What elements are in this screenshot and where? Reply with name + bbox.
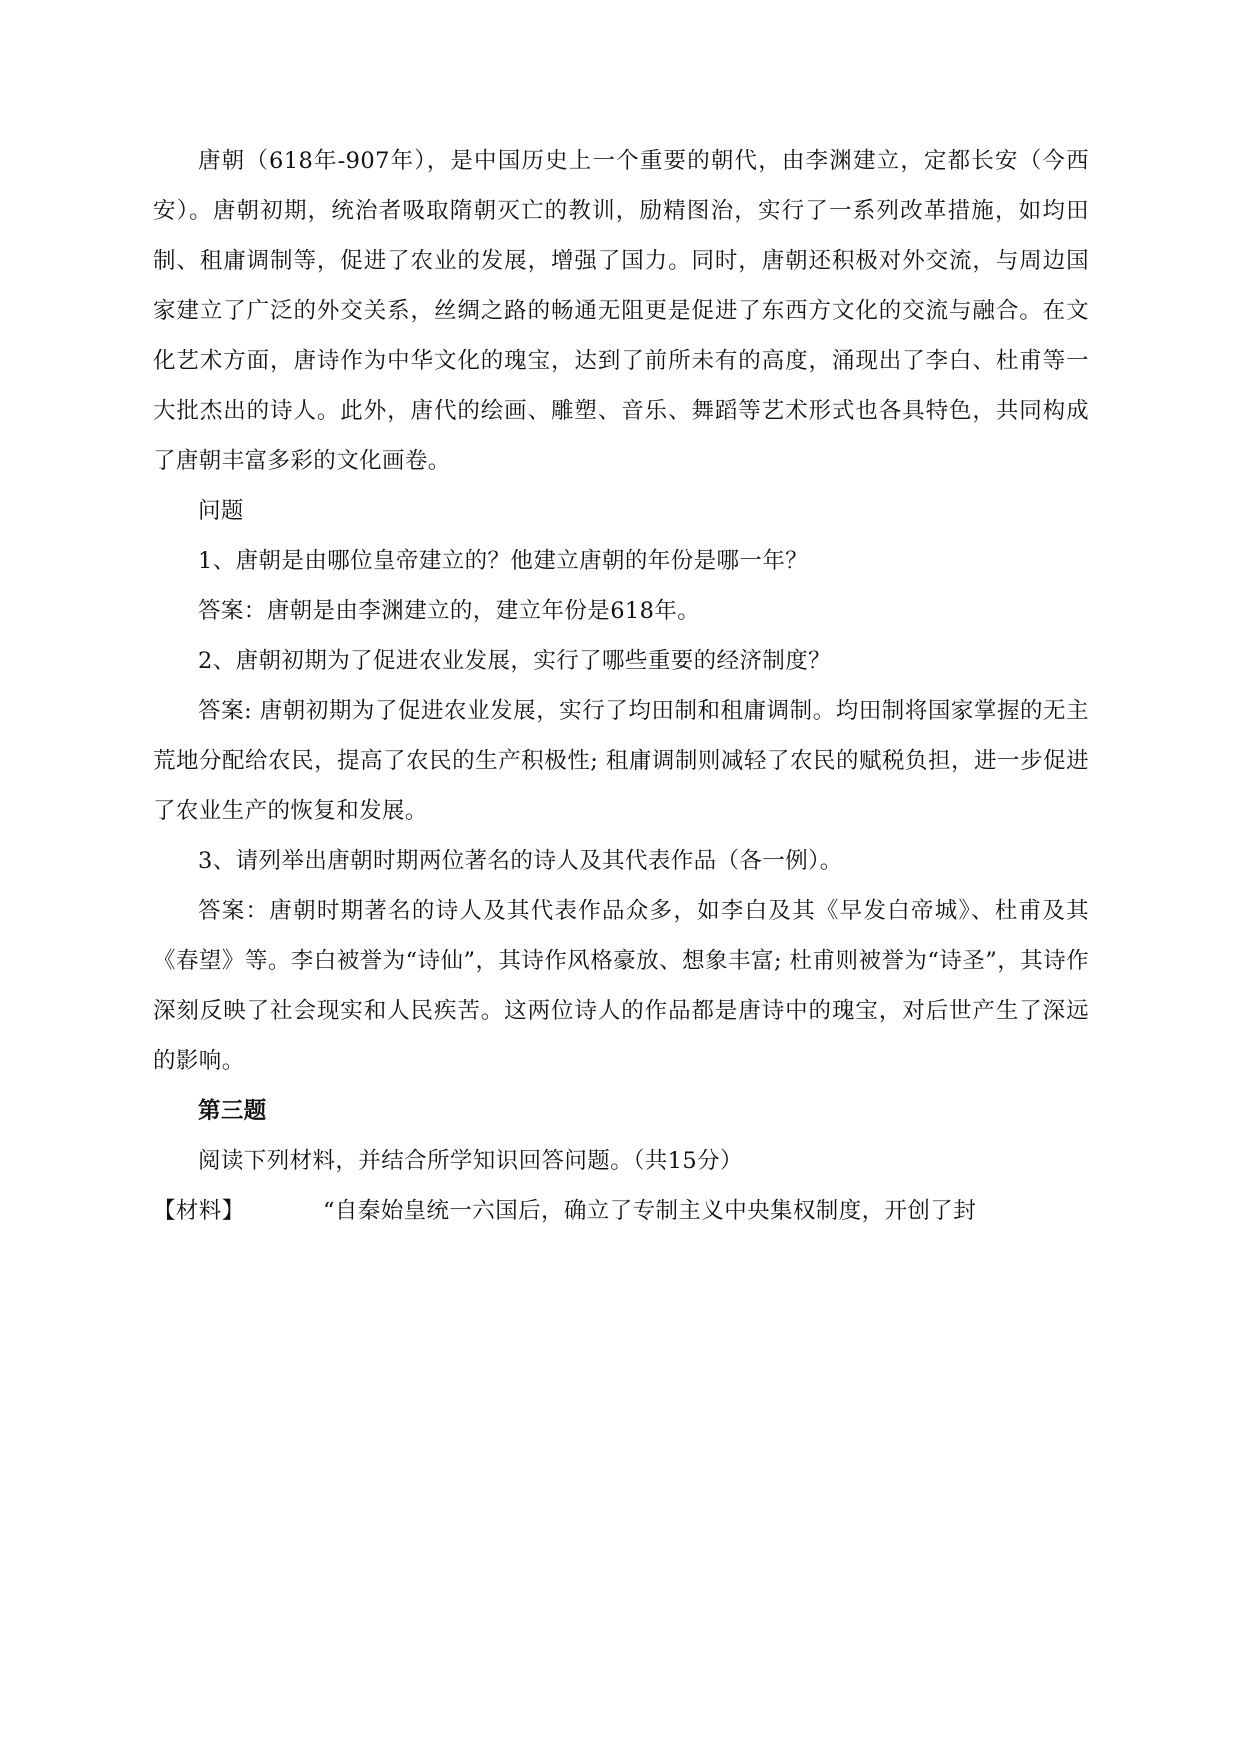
section-3-instruction: 阅读下列材料，并结合所学知识回答问题。（共15分）: [198, 1148, 743, 1174]
answer-3: 答案：唐朝时期著名的诗人及其代表作品众多，如李白及其《早发白帝城》、杜甫及其《春望》等。李白被誉为“诗仙”，其诗作风格豪放、想象丰富; 杜甫则被誉为“诗圣”，其诗作深刻反映了社会现实和人民疾苦。这两位诗人的作品都是唐诗中的瑰宝，对后世产生了深远的影响。: [153, 898, 1089, 1074]
material-line: [153, 1186, 1089, 1236]
material-text: “自秦始皇统一六国后，确立了专制主义中央集权制度，开创了封: [323, 1198, 977, 1224]
question-3: 3、请列举出唐朝时期两位著名的诗人及其代表作品（各一例）。: [198, 848, 843, 874]
material-label: 【材料】: [153, 1198, 245, 1224]
question-1: 1、唐朝是由哪位皇帝建立的？他建立唐朝的年份是哪一年？: [198, 548, 809, 574]
intro-paragraph: 唐朝（618年-907年），是中国历史上一个重要的朝代，由李渊建立，定都长安（今西安）。唐朝初期，统治者吸取隋朝灭亡的教训，励精图治，实行了一系列改革措施，如均田制、租庸调制等，促进了农业的发展，增强了国力。同时，唐朝还积极对外交流，与周边国家建立了广泛的外交关系，丝绸之路的畅通无阻更是促进了东西方文化的交流与融合。在文化艺术方面，唐诗作为中华文化的瑰宝，达到了前所未有的高度，涌现出了李白、杜甫等一大批杰出的诗人。此外，唐代的绘画、雕塑、音乐、舞蹈等艺术形式也各具特色，共同构成了唐朝丰富多彩的文化画卷。: [153, 148, 1089, 474]
questions-heading: 问题: [198, 498, 244, 524]
answer-2: 答案: 唐朝初期为了促进农业发展，实行了均田制和租庸调制。均田制将国家掌握的无主荒地分配给农民，提高了农民的生产积极性; 租庸调制则减轻了农民的赋税负担，进一步促进了农业生产的恢复和发展。: [153, 698, 1089, 824]
section-3-title: 第三题: [198, 1098, 267, 1124]
document-body: [153, 136, 1089, 1236]
question-2: 2、唐朝初期为了促进农业发展，实行了哪些重要的经济制度？: [198, 648, 832, 674]
answer-1: 答案：唐朝是由李渊建立的，建立年份是618年。: [198, 598, 701, 624]
